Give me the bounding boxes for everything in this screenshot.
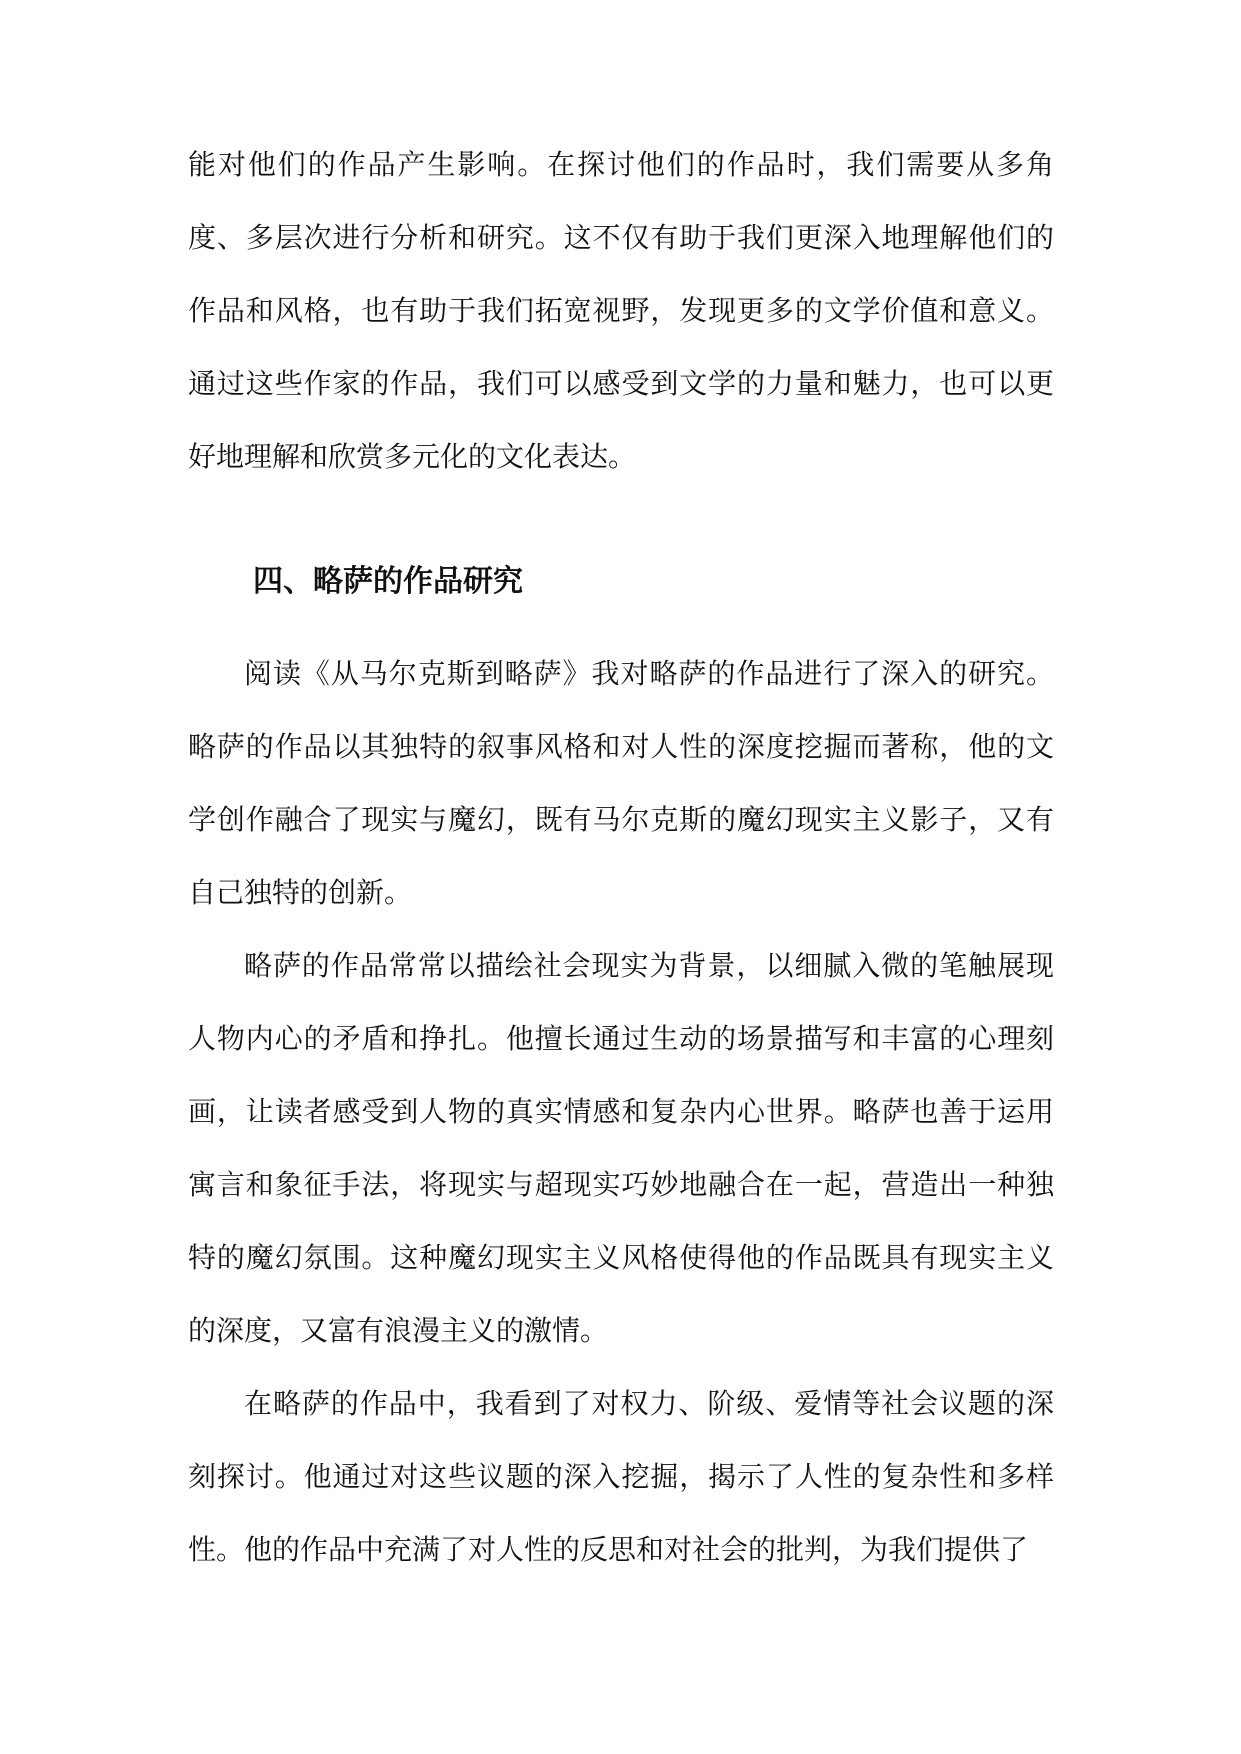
body-paragraph: 阅读《从马尔克斯到略萨》我对略萨的作品进行了深入的研究。略萨的作品以其独特的叙事风格和对人性的深度挖掘而著称，他的文学创作融合了现实与魔幻，既有马尔克斯的魔幻现实主义影子，又有自己独特的创新。 (188, 657, 1054, 909)
body-paragraph: 略萨的作品常常以描绘社会现实为背景，以细腻入微的笔触展现人物内心的矛盾和挣扎。他擅长通过生动的场景描写和丰富的心理刻画，让读者感受到人物的真实情感和复杂内心世界。略萨也善于运用寓言和象征手法，将现实与超现实巧妙地融合在一起，营造出一种独特的魔幻氛围。这种魔幻现实主义风格使得他的作品既具有现实主义的深度，又富有浪漫主义的激情。 (188, 949, 1054, 1347)
continued-paragraph: 能对他们的作品产生影响。在探讨他们的作品时，我们需要从多角度、多层次进行分析和研究。这不仅有助于我们更深入地理解他们的作品和风格，也有助于我们拓宽视野，发现更多的文学价值和意义。通过这些作家的作品，我们可以感受到文学的力量和魅力，也可以更好地理解和欣赏多元化的文化表达。 (188, 148, 1054, 473)
section-body (188, 637, 1054, 1586)
body-paragraph: 在略萨的作品中，我看到了对权力、阶级、爱情等社会议题的深刻探讨。他通过对这些议题的深入挖掘，揭示了人性的复杂性和多样性。他的作品中充满了对人性的反思和对社会的批判，为我们提供了 (188, 1387, 1054, 1566)
section-heading: 四、略萨的作品研究 (253, 564, 523, 599)
continued-paragraph-block (188, 128, 1054, 493)
